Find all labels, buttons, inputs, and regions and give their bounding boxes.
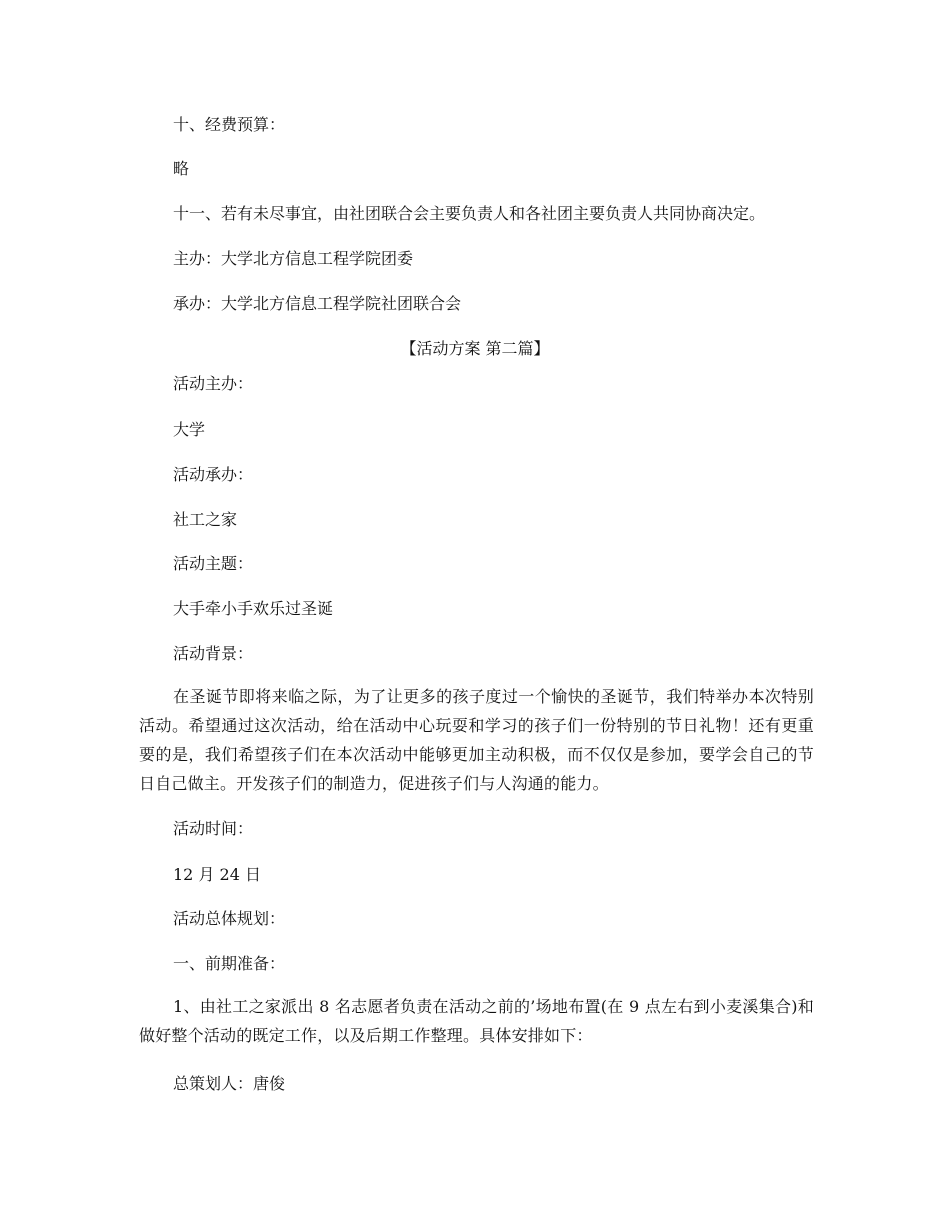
undertaker-value: 社工之家: [173, 510, 238, 529]
time-label: 活动时间：: [173, 819, 254, 838]
preparation-heading: 一、前期准备：: [173, 954, 286, 973]
budget-value: 略: [173, 159, 190, 178]
host-value: 大学: [173, 420, 206, 439]
planner-line: 总策划人：唐俊: [173, 1074, 286, 1093]
undertaker-label: 活动承办：: [173, 465, 254, 484]
budget-heading: 十、经费预算：: [173, 115, 286, 134]
theme-value: 大手牵小手欢乐过圣诞: [173, 599, 334, 618]
co-organizer-line: 承办：大学北方信息工程学院社团联合会: [173, 294, 462, 313]
section-title: 【活动方案 第二篇】: [400, 339, 550, 358]
host-label: 活动主办：: [173, 374, 254, 393]
background-label: 活动背景：: [173, 644, 254, 663]
time-value: 12 月 24 日: [173, 865, 261, 884]
background-paragraph: 在圣诞节即将来临之际，为了让更多的孩子度过一个愉快的圣诞节，我们特举办本次特别活动。希望通过这次活动，给在活动中心玩耍和学习的孩子们一份特别的节日礼物！还有更重要的是，我们希望孩子们在本次活动中能够更加主动积极，而不仅仅是参加，要学会自己的节日自己做主。开发孩子们的制造力，促进孩子们与人沟通的能力。: [139, 687, 814, 793]
theme-label: 活动主题：: [173, 554, 254, 573]
preparation-paragraph: 1、由社工之家派出 8 名志愿者负责在活动之前的’场地布置(在 9 点左右到小麦溪集合)和做好整个活动的既定工作，以及后期工作整理。具体安排如下：: [139, 997, 814, 1045]
matters-clause: 十一、若有未尽事宜，由社团联合会主要负责人和各社团主要负责人共同协商决定。: [173, 204, 766, 223]
overall-plan-label: 活动总体规划：: [173, 909, 286, 928]
organizer-line: 主办：大学北方信息工程学院团委: [173, 249, 414, 268]
